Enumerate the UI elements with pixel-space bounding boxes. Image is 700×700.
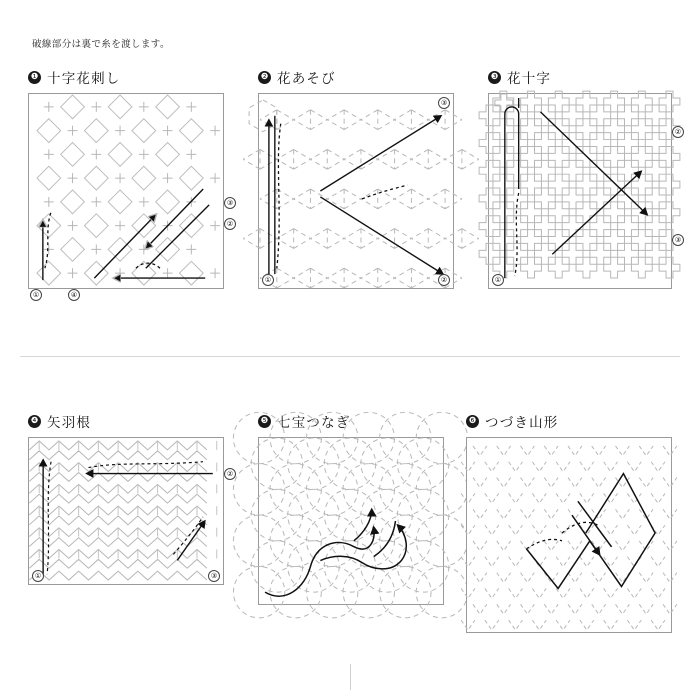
panel-header [466, 412, 672, 430]
step-label-3: ③ [224, 197, 236, 209]
panel-shippou-tsunagi [258, 412, 444, 605]
figure-tsuzuki-yamagata [466, 437, 672, 633]
step-label-3: ③ [672, 234, 684, 246]
panel-title: 七宝つなぎ [277, 415, 351, 430]
section-divider [20, 356, 680, 357]
panel-title: 矢羽根 [47, 415, 92, 430]
figure-yabane [28, 437, 234, 585]
panel-tsuzuki-yamagata [466, 412, 672, 633]
step-label-3: ③ [438, 97, 450, 109]
panel-hana-asobi [258, 68, 454, 289]
step-label-2: ② [438, 274, 450, 286]
step-label-2: ② [224, 218, 236, 230]
panel-title: 花あそび [277, 71, 336, 86]
panel-number-badge: ❹ [28, 415, 41, 428]
step-label-1: ① [492, 274, 504, 286]
panel-hana-juji [488, 68, 682, 289]
step-label-4: ④ [68, 289, 80, 301]
step-label-2: ② [224, 468, 236, 480]
panel-yabane [28, 412, 234, 585]
panel-header [28, 412, 224, 430]
panel-juji-hanazashi [28, 68, 234, 299]
panel-number-badge: ❸ [488, 71, 501, 84]
step-label-2: ② [672, 126, 684, 138]
figure-shippou-tsunagi [258, 437, 444, 605]
page-note: 破線部分は裏で糸を渡します。 [32, 39, 170, 50]
figure-hana-asobi [258, 93, 454, 289]
panel-number-badge: ❻ [466, 415, 479, 428]
step-label-1: ① [30, 289, 42, 301]
panel-number-badge: ❶ [28, 71, 41, 84]
panel-title: 花十字 [507, 71, 552, 86]
panel-number-badge: ❺ [258, 415, 271, 428]
panel-title: つづき山形 [485, 415, 559, 430]
panel-number-badge: ❷ [258, 71, 271, 84]
panel-header [28, 68, 224, 86]
panel-title: 十字花刺し [47, 71, 121, 86]
footer-rule [350, 664, 351, 690]
figure-hana-juji [488, 93, 682, 289]
step-label-1: ① [262, 274, 274, 286]
step-label-3: ③ [208, 570, 220, 582]
panel-header [488, 68, 672, 86]
panel-header [258, 68, 454, 86]
step-label-1: ① [32, 570, 44, 582]
figure-juji-hanazashi [28, 93, 234, 299]
